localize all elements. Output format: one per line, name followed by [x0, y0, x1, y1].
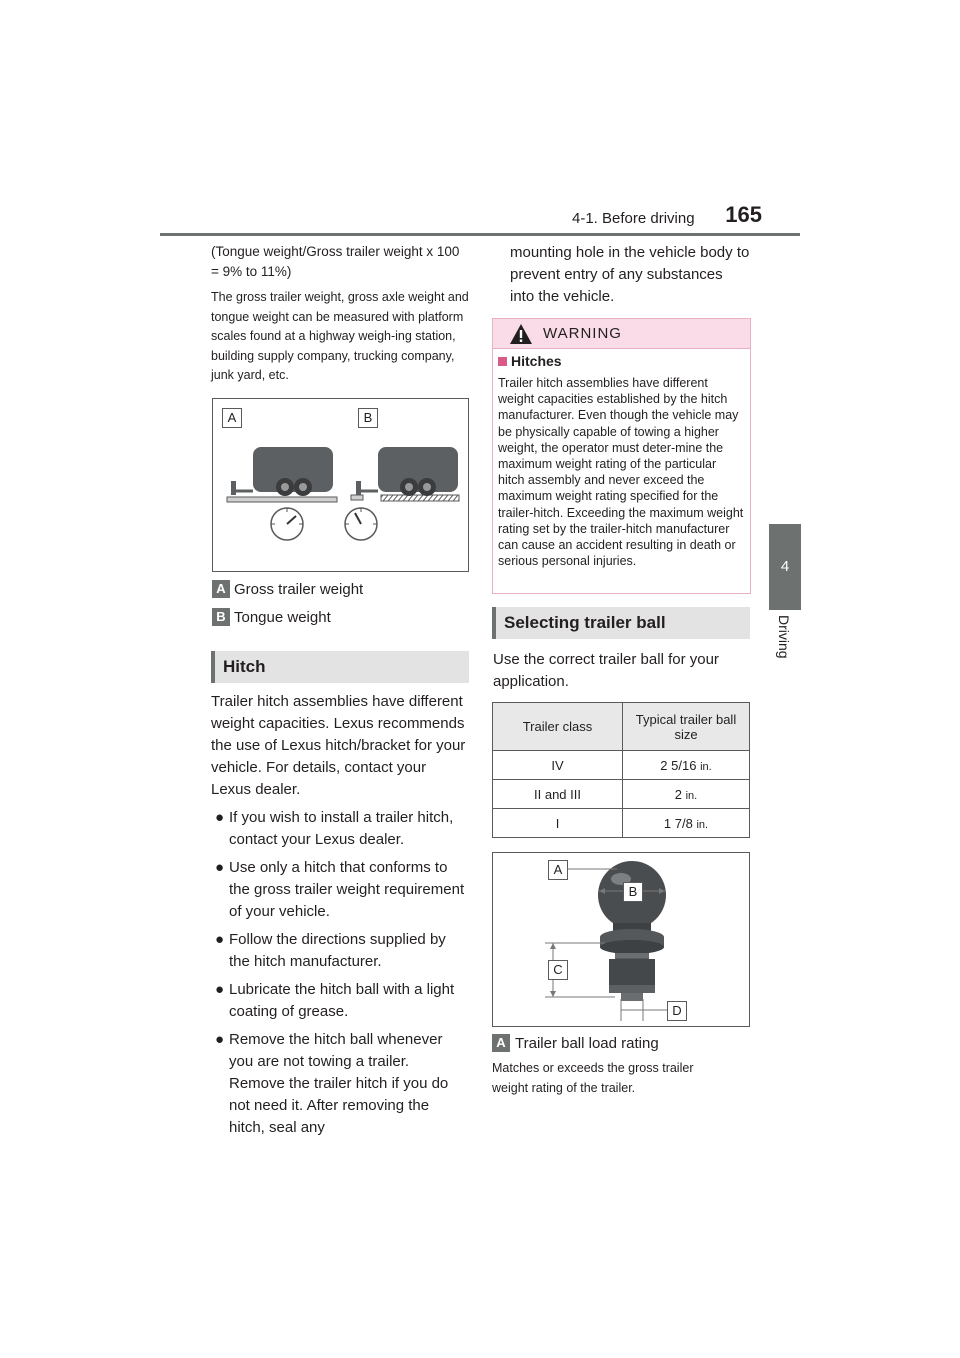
bullet-item — [215, 979, 465, 1023]
bullet-text: Remove the hitch ball whenever you are not towing a trailer. Remove the trailer hitch if you do not need it. After removing the hitch, seal any — [229, 1031, 449, 1136]
bullet-text: If you wish to install a trailer hitch, contact your Lexus dealer. — [229, 809, 454, 848]
weight-formula: (Tongue weight/Gross trailer weight x 100 = 9% to 11%) — [211, 244, 460, 279]
bullet-dot: ● — [215, 931, 225, 948]
legend-tongue-weight: Tongue weight — [234, 609, 331, 626]
table-cell-class: II and III — [493, 780, 623, 809]
figure-label-b: B — [358, 408, 378, 428]
continuation-text: mounting hole in the vehicle body to prevent entry of any substances into the vehicle. — [510, 244, 750, 305]
size-value: 2 — [674, 786, 682, 802]
bullet-dot: ● — [215, 809, 225, 826]
size-unit: in. — [700, 760, 712, 773]
legend-key-a: A — [212, 580, 230, 598]
table-row — [493, 809, 750, 838]
trailer-ball-table — [492, 702, 750, 838]
warning-triangle-icon — [509, 323, 533, 345]
size-unit: in. — [685, 789, 698, 802]
legend-trailer-ball-load-rating: Trailer ball load rating — [515, 1035, 659, 1052]
header-rule — [160, 233, 800, 236]
figure-label-c: C — [548, 960, 568, 980]
ball-intro: Use the correct trailer ball for your application. — [493, 651, 719, 690]
figure-label-a: A — [222, 408, 242, 428]
size-value: 1 7/8 — [663, 815, 693, 831]
table-cell-class: IV — [493, 751, 623, 780]
bullet-text: Lubricate the hitch ball with a light coating of grease. — [229, 981, 455, 1020]
table-cell-size — [623, 809, 750, 838]
bullet-item — [215, 857, 465, 923]
warning-body: Trailer hitch assemblies have different weight capacities established by the hitch manufacturer. Even though the vehicle may be physically capable of towing a higher weight, the operator must deter-mine the maximum weight rating of the particular hitch assembly and never exceed the maximum weight rating specified for the trailer-hitch. Exceeding the maximum weight rating set by the trailer-hitch manufacturer can cause an accident resulting in death or serious personal injuries. — [498, 376, 744, 569]
legend-note: Matches or exceeds the gross trailer weight rating of the trailer. — [492, 1061, 694, 1095]
warning-subtitle — [498, 353, 562, 369]
trailer-illustration — [213, 399, 468, 571]
table-header-size: Typical trailer ball size — [623, 703, 750, 751]
table-row — [493, 780, 750, 809]
bullet-dot: ● — [215, 981, 225, 998]
trailer-weight-figure — [212, 398, 469, 572]
bullet-item — [215, 1029, 465, 1139]
bullet-text: Use only a hitch that conforms to the gross trailer weight requirement of your vehicle. — [229, 859, 465, 920]
figure-label-b: B — [623, 882, 643, 902]
table-header-class: Trailer class — [493, 703, 623, 751]
figure-label-a: A — [548, 860, 568, 880]
bullet-dot: ● — [215, 1031, 225, 1048]
size-value: 2 5/16 — [660, 757, 697, 773]
bullet-item — [215, 807, 465, 851]
figure-label-d: D — [667, 1001, 687, 1021]
table-cell-size — [623, 780, 750, 809]
legend-key-a: A — [492, 1034, 510, 1052]
warning-title: WARNING — [543, 325, 622, 342]
selecting-trailer-ball-heading: Selecting trailer ball — [492, 607, 750, 639]
table-cell-size — [623, 751, 750, 780]
bullet-item — [215, 929, 465, 973]
warning-header — [493, 319, 750, 349]
chapter-label — [768, 615, 802, 675]
page-number: 165 — [725, 202, 762, 227]
table-row — [493, 751, 750, 780]
chapter-label-text: Driving — [776, 615, 792, 659]
bullet-text: Follow the directions supplied by the hitch manufacturer. — [229, 931, 446, 970]
size-unit: in. — [696, 818, 709, 831]
trailer-ball-illustration — [493, 853, 749, 1026]
scales-note: The gross trailer weight, gross axle weight and tongue weight can be measured with platform scales found at a highway weigh-ing station, building supply company, trucking company, junk yard, etc. — [211, 290, 469, 382]
bullet-dot: ● — [215, 859, 225, 876]
hitch-heading: Hitch — [211, 651, 469, 683]
warning-subtitle-text: Hitches — [511, 353, 562, 369]
table-cell-class: I — [493, 809, 623, 838]
hitch-intro: Trailer hitch assemblies have different weight capacities. Lexus recommends the use of Lexus hitch/bracket for your vehicle. For details, contact your Lexus dealer. — [211, 693, 466, 798]
warning-box — [492, 318, 751, 594]
trailer-ball-figure — [492, 852, 750, 1027]
legend-gross-trailer-weight: Gross trailer weight — [234, 581, 364, 598]
warning-square-icon — [498, 357, 507, 366]
chapter-tab: 4 — [769, 524, 801, 610]
header-section-title: 4-1. Before driving — [572, 210, 695, 227]
legend-key-b: B — [212, 608, 230, 626]
